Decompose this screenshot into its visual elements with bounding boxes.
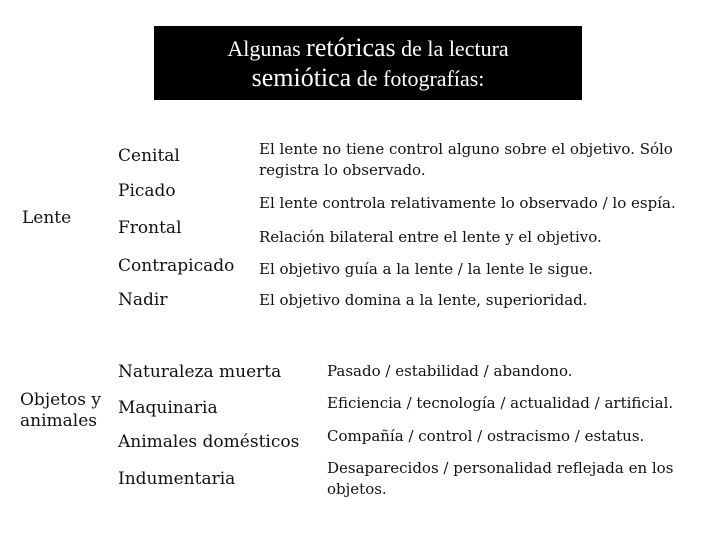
group-label-objetos-animales <box>20 390 101 432</box>
desc-animales-domesticos: Compañía / control / ostracismo / estatus. <box>327 427 645 445</box>
desc-contrapicado: El objetivo guía a la lente / la lente le sigue. <box>259 260 593 278</box>
item-animales-domesticos: Animales domésticos <box>118 432 300 452</box>
desc-naturaleza-muerta: Pasado / estabilidad / abandono. <box>327 362 573 380</box>
title-text-2b: de fotografías: <box>351 66 485 91</box>
item-frontal: Frontal <box>118 218 182 238</box>
item-maquinaria: Maquinaria <box>118 398 218 418</box>
item-contrapicado: Contrapicado <box>118 256 235 276</box>
group-label-line-1: Objetos y <box>20 390 101 410</box>
item-cenital: Cenital <box>118 146 180 166</box>
item-picado: Picado <box>118 181 176 201</box>
title-line-1 <box>154 33 582 63</box>
desc-maquinaria: Eficiencia / tecnología / actualidad / artificial. <box>327 394 674 412</box>
desc-indumentaria: Desaparecidos / personalidad reflejada en los objetos. <box>327 459 674 498</box>
title-text-1c: de la lectura <box>395 36 509 61</box>
desc-cenital: El lente no tiene control alguno sobre el objetivo. Sólo registra lo observado. <box>259 140 673 179</box>
group-label-line-2: animales <box>20 411 97 431</box>
desc-picado: El lente controla relativamente lo observado / lo espía. <box>259 194 676 212</box>
group-label-lente: Lente <box>22 208 72 228</box>
desc-nadir: El objetivo domina a la lente, superioridad. <box>259 291 588 309</box>
title-text-1a: Algunas <box>227 36 307 61</box>
item-naturaleza-muerta: Naturaleza muerta <box>118 362 282 382</box>
item-indumentaria: Indumentaria <box>118 469 236 489</box>
desc-frontal: Relación bilateral entre el lente y el objetivo. <box>259 228 602 246</box>
item-nadir: Nadir <box>118 290 168 310</box>
title-emphasis-retoricas: retóricas <box>306 33 396 62</box>
title-banner <box>154 26 582 100</box>
title-emphasis-semiotica: semiótica <box>251 63 352 92</box>
title-line-2 <box>154 63 582 93</box>
